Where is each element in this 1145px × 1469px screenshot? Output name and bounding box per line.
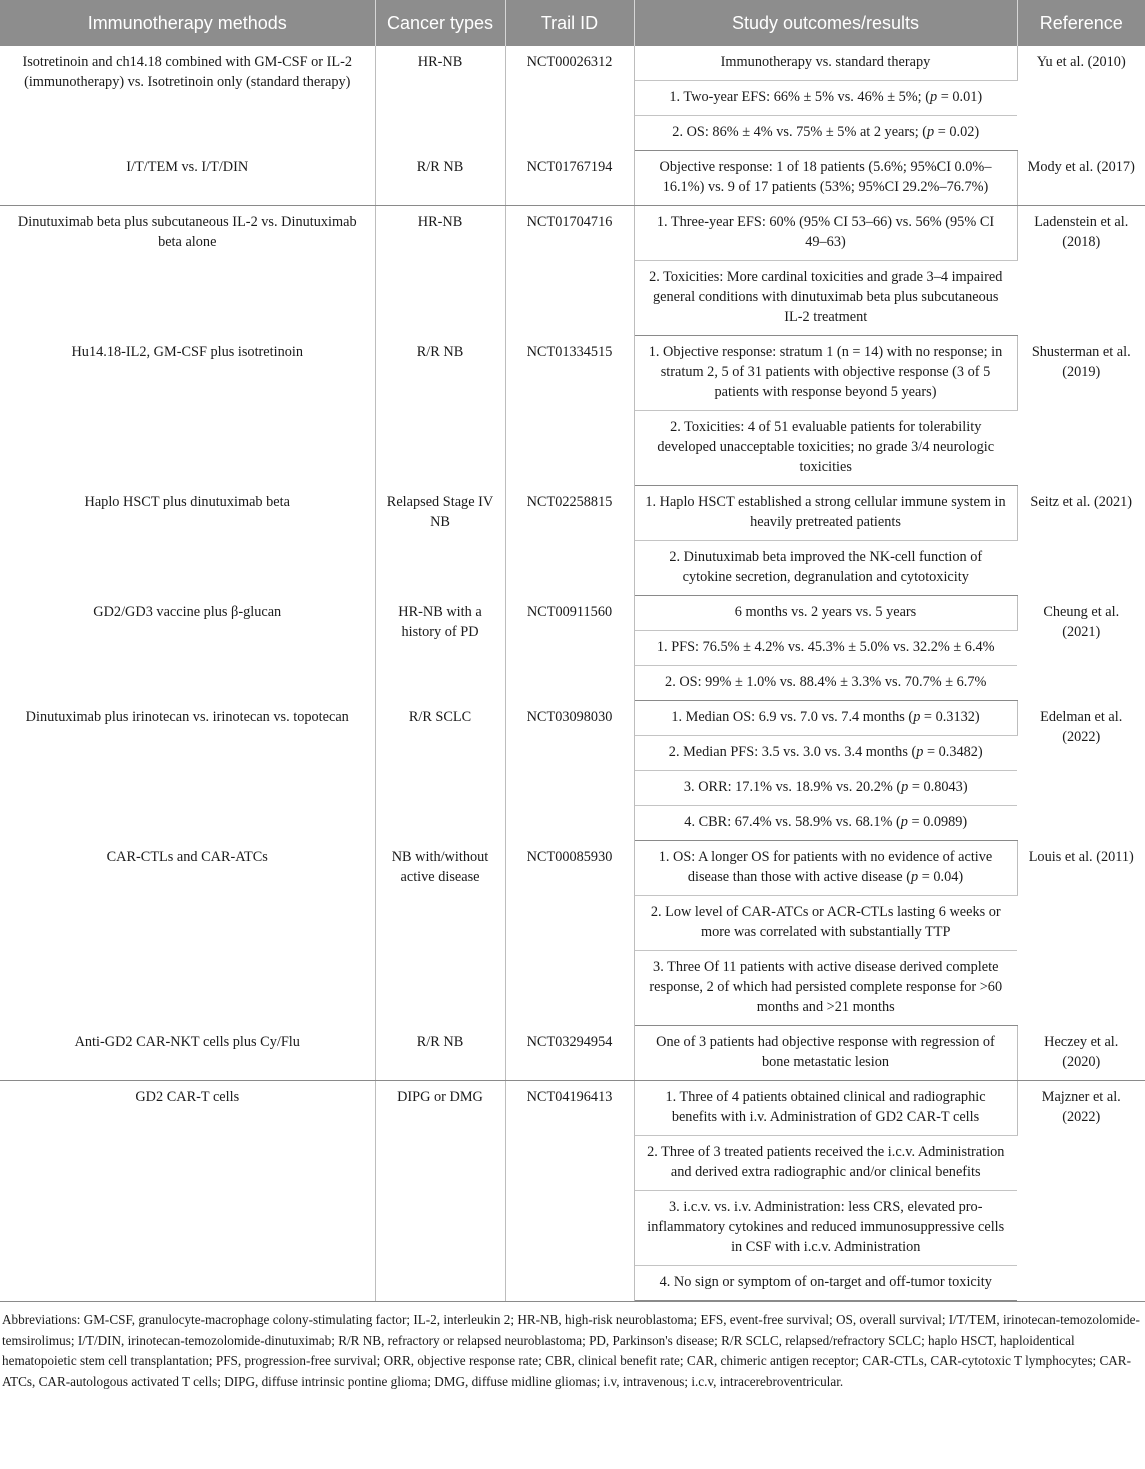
- outcome-cell: 2. Toxicities: 4 of 51 evaluable patients for tolerability developed unacceptable toxicities; no grade 3/4 neurologic toxicities: [634, 411, 1017, 486]
- outcome-cell: 3. i.c.v. vs. i.v. Administration: less CRS, elevated pro-inflammatory cytokines and reduced immunosuppressive cells in CSF with i.c.v. Administration: [634, 1191, 1017, 1266]
- cancer-type-cell: NB with/without active disease: [375, 841, 505, 1026]
- method-cell: Haplo HSCT plus dinutuximab beta: [0, 486, 375, 596]
- trial-id-cell: NCT02258815: [505, 486, 634, 596]
- outcome-cell: 3. ORR: 17.1% vs. 18.9% vs. 20.2% (p = 0.8043): [634, 771, 1017, 806]
- cancer-type-cell: HR-NB: [375, 46, 505, 151]
- outcome-cell: One of 3 patients had objective response with regression of bone metastatic lesion: [634, 1026, 1017, 1081]
- table-row: [0, 46, 1145, 81]
- outcome-cell: 2. Low level of CAR-ATCs or ACR-CTLs lasting 6 weeks or more was correlated with substantially TTP: [634, 896, 1017, 951]
- outcome-cell: 3. Three Of 11 patients with active disease derived complete response, 2 of which had persisted complete response for >60 months and >21 months: [634, 951, 1017, 1026]
- method-cell: Dinutuximab plus irinotecan vs. irinotecan vs. topotecan: [0, 701, 375, 841]
- table-row: [0, 701, 1145, 736]
- outcome-cell: 2. OS: 86% ± 4% vs. 75% ± 5% at 2 years; (p = 0.02): [634, 116, 1017, 151]
- outcome-cell: 1. Three of 4 patients obtained clinical and radiographic benefits with i.v. Administration of GD2 CAR-T cells: [634, 1081, 1017, 1136]
- trial-id-cell: NCT00026312: [505, 46, 634, 151]
- trial-id-cell: NCT01704716: [505, 206, 634, 336]
- trial-id-cell: NCT04196413: [505, 1081, 634, 1301]
- method-cell: GD2 CAR-T cells: [0, 1081, 375, 1301]
- header-methods: Immunotherapy methods: [0, 0, 375, 46]
- reference-cell: Majzner et al. (2022): [1041, 1089, 1121, 1125]
- reference-cell: Yu et al. (2010): [1036, 54, 1126, 70]
- reference-cell: Cheung et al. (2021): [1043, 603, 1120, 640]
- trial-id-cell: NCT01334515: [505, 336, 634, 486]
- outcome-cell: 1. Median OS: 6.9 vs. 7.0 vs. 7.4 months (p = 0.3132): [634, 701, 1017, 736]
- trial-id-cell: NCT00085930: [505, 841, 634, 1026]
- header-reference: Reference: [1017, 0, 1145, 46]
- outcome-cell: 4. No sign or symptom of on-target and off-tumor toxicity: [634, 1266, 1017, 1301]
- method-cell: I/T/TEM vs. I/T/DIN: [0, 151, 375, 206]
- cancer-type-cell: R/R NB: [375, 1026, 505, 1081]
- outcome-cell: 2. Median PFS: 3.5 vs. 3.0 vs. 3.4 months (p = 0.3482): [634, 736, 1017, 771]
- cancer-type-cell: R/R NB: [375, 151, 505, 206]
- table-row: [0, 1081, 1145, 1136]
- outcome-cell: 1. Objective response: stratum 1 (n = 14) with no response; in stratum 2, 5 of 31 patients with objective response (3 of 5 patients with response beyond 5 years): [634, 336, 1017, 411]
- outcome-cell: 2. Dinutuximab beta improved the NK-cell function of cytokine secretion, degranulation and cytotoxicity: [634, 541, 1017, 596]
- trial-id-cell: NCT00911560: [505, 596, 634, 701]
- outcome-cell: 4. CBR: 67.4% vs. 58.9% vs. 68.1% (p = 0.0989): [634, 806, 1017, 841]
- cancer-type-cell: Relapsed Stage IV NB: [375, 486, 505, 596]
- header-cancer-types: Cancer types: [375, 0, 505, 46]
- reference-cell: Heczey et al. (2020): [1017, 1026, 1145, 1081]
- outcome-cell: 1. Haplo HSCT established a strong cellular immune system in heavily pretreated patients: [634, 486, 1017, 541]
- method-cell: Anti-GD2 CAR-NKT cells plus Cy/Flu: [0, 1026, 375, 1081]
- method-cell: Isotretinoin and ch14.18 combined with GM-CSF or IL-2 (immunotherapy) vs. Isotretinoin only (standard therapy): [0, 46, 375, 151]
- outcome-cell: 1. Two-year EFS: 66% ± 5% vs. 46% ± 5%; (p = 0.01): [634, 81, 1017, 116]
- cancer-type-cell: R/R SCLC: [375, 701, 505, 841]
- outcome-cell: 6 months vs. 2 years vs. 5 years: [634, 596, 1017, 631]
- method-cell: GD2/GD3 vaccine plus β-glucan: [0, 596, 375, 701]
- method-cell: CAR-CTLs and CAR-ATCs: [0, 841, 375, 1026]
- abbreviations-footnote: Abbreviations: GM-CSF, granulocyte-macrophage colony-stimulating factor; IL-2, interleukin 2; HR-NB, high-risk neuroblastoma; EFS, event-free survival; OS, overall survival; I/T/TEM, irinotecan-temozolomide-temsirolimus; I/T/DIN, irinotecan-temozolomide-dinutuximab; R/R NB, refractory or relapsed neuroblastoma; PD, Parkinson's disease; R/R SCLC, relapsed/refractory SCLC; haplo HSCT, haploidentical hematopoietic stem cell transplantation; PFS, progression-free survival; ORR, objective response rate; CBR, clinical benefit rate; CAR, chimeric antigen receptor; CAR-CTLs, CAR-cytotoxic T lymphocytes; CAR-ATCs, CAR-autologous activated T cells; DIPG, diffuse intrinsic pontine glioma; DMG, diffuse midline gliomas; i.v, intravenous; i.c.v, intracerebroventricular.: [0, 1301, 1145, 1392]
- method-cell: Hu14.18-IL2, GM-CSF plus isotretinoin: [0, 336, 375, 486]
- reference-cell: Seitz et al. (2021): [1030, 493, 1133, 510]
- outcome-cell: 1. OS: A longer OS for patients with no evidence of active disease than those with active disease (p = 0.04): [634, 841, 1017, 896]
- reference-cell: Mody et al. (2017): [1017, 151, 1145, 206]
- trial-id-cell: NCT03098030: [505, 701, 634, 841]
- table-row: [0, 151, 1145, 206]
- table-body: [0, 46, 1145, 1301]
- outcome-cell: 1. Three-year EFS: 60% (95% CI 53–66) vs. 56% (95% CI 49–63): [634, 206, 1017, 261]
- outcome-cell: 2. Three of 3 treated patients received the i.c.v. Administration and derived extra radiographic and/or clinical benefits: [634, 1136, 1017, 1191]
- table-row: [0, 841, 1145, 896]
- outcome-cell: Objective response: 1 of 18 patients (5.6%; 95%CI 0.0%–16.1%) vs. 9 of 17 patients (53%; 95%CI 29.2%–76.7%): [634, 151, 1017, 206]
- reference-cell: Shusterman et al. (2019): [1031, 343, 1131, 380]
- table-row: [0, 486, 1145, 541]
- cancer-type-cell: DIPG or DMG: [375, 1081, 505, 1301]
- trial-id-cell: NCT01767194: [505, 151, 634, 206]
- outcome-cell: 2. OS: 99% ± 1.0% vs. 88.4% ± 3.3% vs. 70.7% ± 6.7%: [634, 666, 1017, 701]
- trial-id-cell: NCT03294954: [505, 1026, 634, 1081]
- table-row: [0, 596, 1145, 631]
- outcome-cell: 1. PFS: 76.5% ± 4.2% vs. 45.3% ± 5.0% vs. 32.2% ± 6.4%: [634, 631, 1017, 666]
- table-row: [0, 1026, 1145, 1081]
- table-row: [0, 206, 1145, 261]
- outcome-cell: Immunotherapy vs. standard therapy: [634, 46, 1017, 81]
- header-row: [0, 0, 1145, 46]
- header-outcomes: Study outcomes/results: [634, 0, 1017, 46]
- header-trial-id: Trail ID: [505, 0, 634, 46]
- cancer-type-cell: R/R NB: [375, 336, 505, 486]
- cancer-type-cell: HR-NB: [375, 206, 505, 336]
- outcome-cell: 2. Toxicities: More cardinal toxicities and grade 3–4 impaired general conditions with dinutuximab beta plus subcutaneous IL-2 treatment: [634, 261, 1017, 336]
- method-cell: Dinutuximab beta plus subcutaneous IL-2 vs. Dinutuximab beta alone: [0, 206, 375, 336]
- cancer-type-cell: HR-NB with a history of PD: [375, 596, 505, 701]
- table-row: [0, 336, 1145, 411]
- reference-cell: Louis et al. (2011): [1028, 848, 1134, 865]
- reference-cell: Edelman et al. (2022): [1040, 708, 1123, 745]
- reference-cell: Ladenstein et al. (2018): [1034, 214, 1129, 250]
